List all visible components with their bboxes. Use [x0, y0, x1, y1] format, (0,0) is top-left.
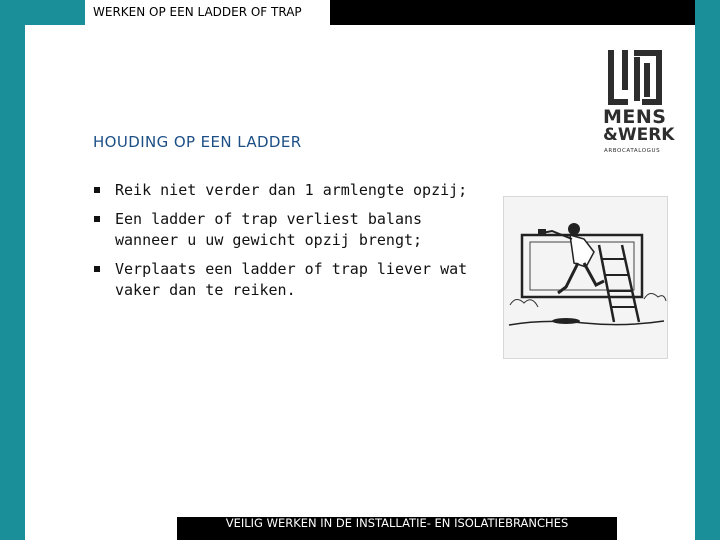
right-frame-bar [695, 0, 720, 540]
top-frame-black [330, 0, 695, 25]
painter-on-ladder-icon [504, 197, 667, 358]
page-title: HOUDING OP EEN LADDER [93, 133, 302, 151]
bullet-item: Reik niet verder dan 1 armlengte opzij; [93, 180, 493, 201]
bottom-frame-right [617, 517, 695, 540]
ladder-illustration [503, 196, 668, 359]
bullet-list [93, 180, 493, 309]
top-frame-teal [25, 0, 85, 25]
bullet-item: Een ladder of trap verliest balans wanneer u uw gewicht opzij brengt; [93, 209, 493, 251]
bullet-item: Verplaats een ladder of trap liever wat vaker dan te reiken. [93, 259, 493, 301]
footer-text: VEILIG WERKEN IN DE INSTALLATIE- EN ISOLATIEBRANCHES [225, 516, 569, 530]
logo-tagline: ARBOCATALOGUS [604, 148, 661, 154]
logo-word-werk: &WERK [603, 125, 675, 145]
logo-word-mens: MENS [603, 106, 667, 128]
bottom-frame-left [25, 517, 177, 540]
header-title: WERKEN OP EEN LADDER OF TRAP [85, 0, 330, 25]
left-frame-bar [0, 0, 25, 540]
